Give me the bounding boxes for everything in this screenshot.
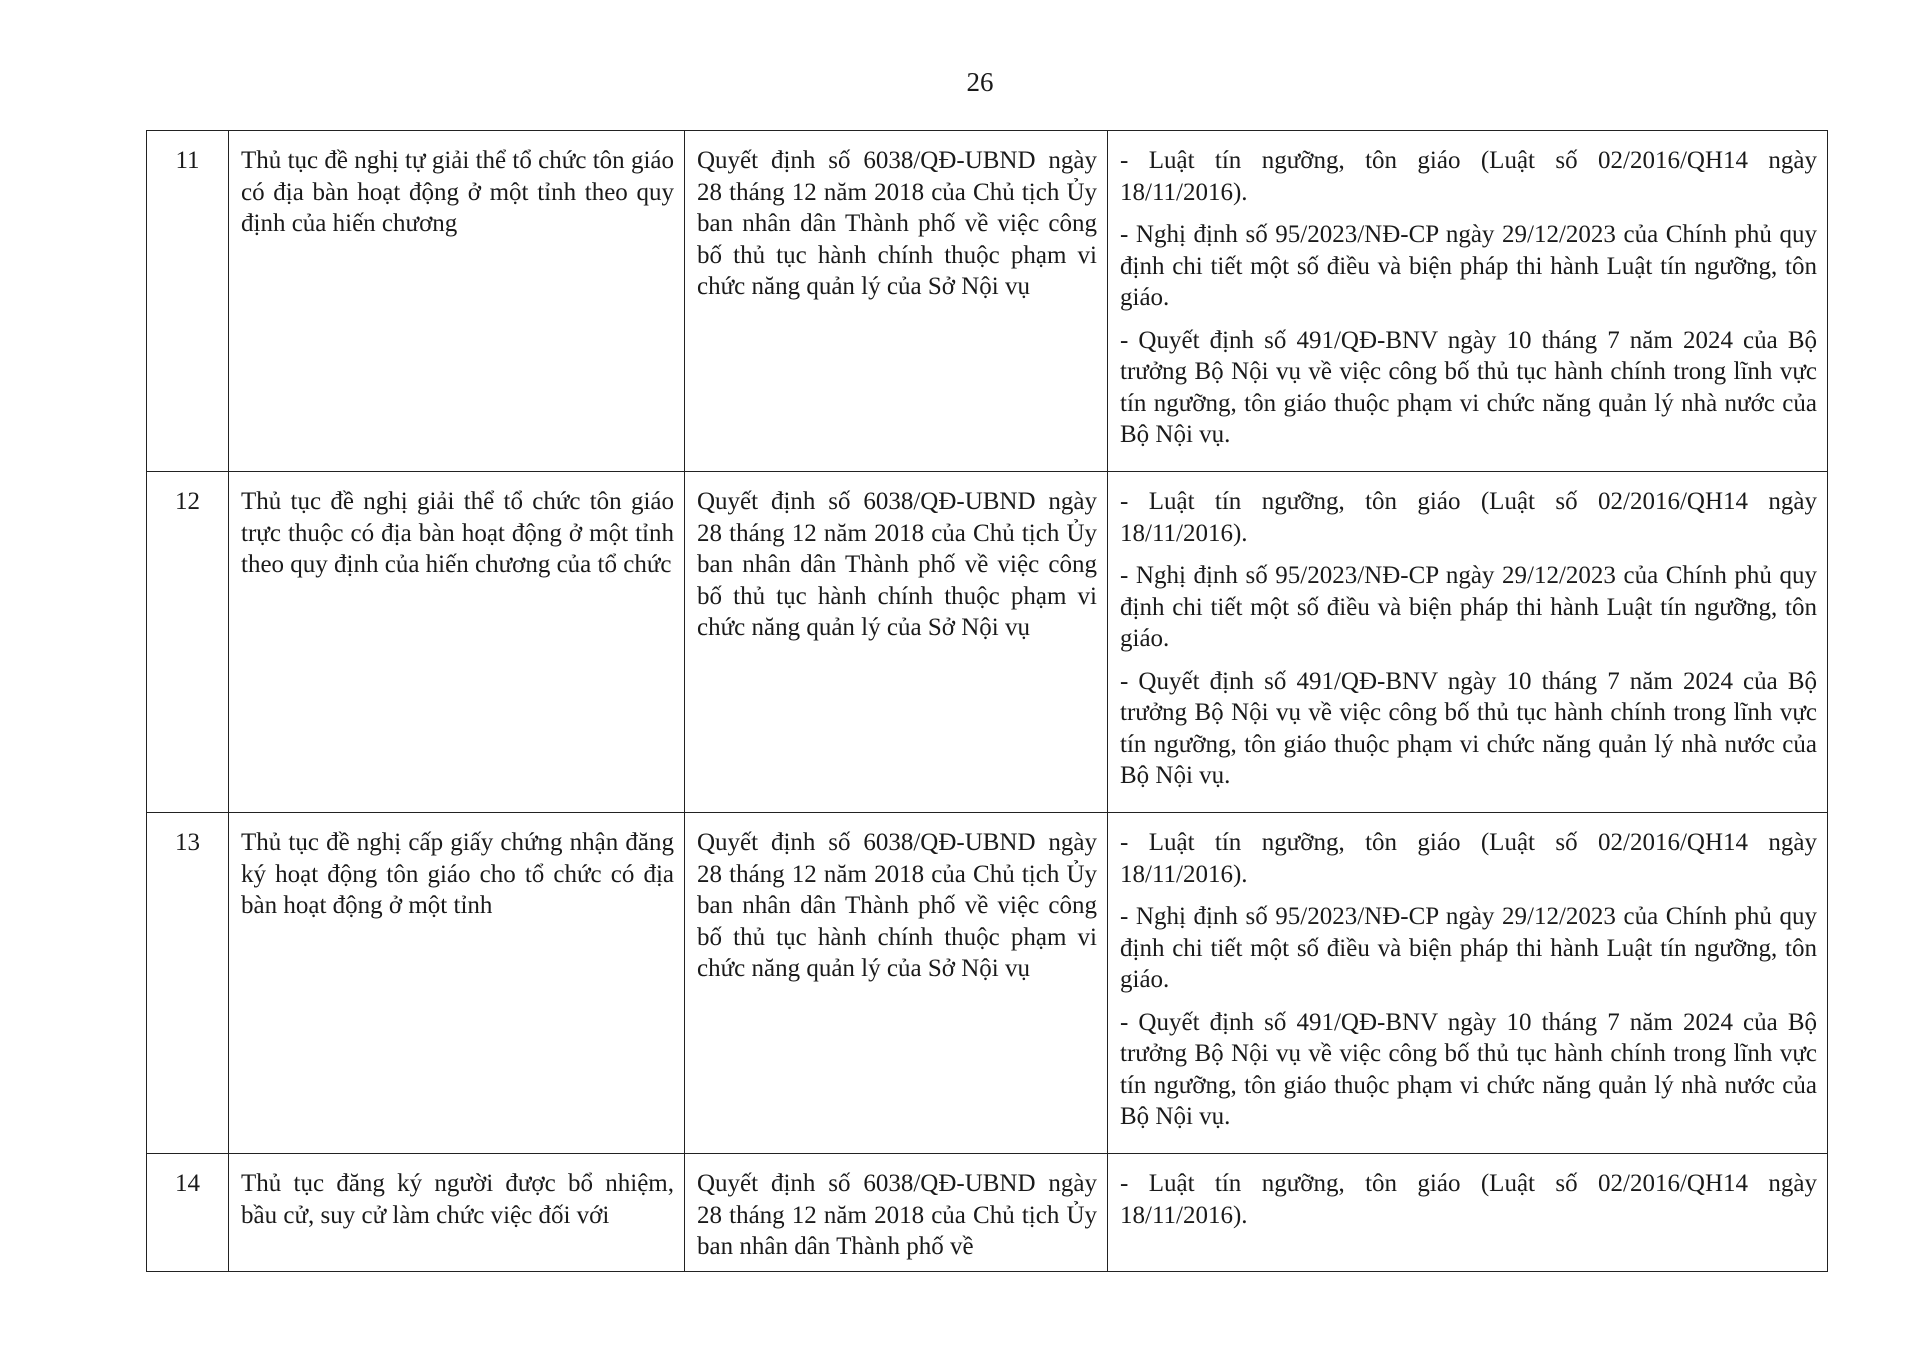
procedure-name	[229, 131, 685, 472]
legal-basis	[1108, 1154, 1828, 1272]
procedure-name	[229, 813, 685, 1154]
procedure-text: Thủ tục đề nghị giải thể tổ chức tôn giáo trực thuộc có địa bàn hoạt động ở một tỉnh theo quy định của hiến chương của tổ chức	[241, 488, 674, 578]
page-number: 26	[966, 67, 994, 97]
row-number: 11	[147, 131, 229, 472]
legal-item: - Luật tín ngưỡng, tôn giáo (Luật số 02/2016/QH14 ngày 18/11/2016).	[1120, 147, 1817, 206]
table-row	[147, 472, 1828, 813]
legal-item: - Nghị định số 95/2023/NĐ-CP ngày 29/12/2023 của Chính phủ quy định chi tiết một số điều và biện pháp thi hành Luật tín ngưỡng, tôn giáo.	[1120, 562, 1817, 652]
legal-basis	[1108, 131, 1828, 472]
row-number: 12	[147, 472, 229, 813]
legal-item: - Quyết định số 491/QĐ-BNV ngày 10 tháng 7 năm 2024 của Bộ trưởng Bộ Nội vụ về việc công bố thủ tục hành chính trong lĩnh vực tín ngưỡng, tôn giáo thuộc phạm vi chức năng quản lý nhà nước của Bộ Nội vụ.	[1120, 667, 1817, 789]
procedures-table	[146, 130, 1828, 1272]
legal-basis	[1108, 472, 1828, 813]
procedure-name	[229, 472, 685, 813]
legal-item: - Luật tín ngưỡng, tôn giáo (Luật số 02/2016/QH14 ngày 18/11/2016).	[1120, 1170, 1817, 1229]
decision-text: Quyết định số 6038/QĐ-UBND ngày 28 tháng 12 năm 2018 của Chủ tịch Ủy ban nhân dân Thành phố về	[697, 1170, 1097, 1260]
procedure-name	[229, 1154, 685, 1272]
table-row	[147, 1154, 1828, 1272]
decision-text: Quyết định số 6038/QĐ-UBND ngày 28 tháng 12 năm 2018 của Chủ tịch Ủy ban nhân dân Thành phố về việc công bố thủ tục hành chính thuộc phạm vi chức năng quản lý của Sở Nội vụ	[697, 829, 1097, 982]
legal-item: - Quyết định số 491/QĐ-BNV ngày 10 tháng 7 năm 2024 của Bộ trưởng Bộ Nội vụ về việc công bố thủ tục hành chính trong lĩnh vực tín ngưỡng, tôn giáo thuộc phạm vi chức năng quản lý nhà nước của Bộ Nội vụ.	[1120, 1008, 1817, 1130]
procedure-text: Thủ tục đề nghị cấp giấy chứng nhận đăng ký hoạt động tôn giáo cho tổ chức có địa bàn hoạt động ở một tỉnh	[241, 829, 674, 919]
decision-reference	[685, 813, 1108, 1154]
decision-reference	[685, 131, 1108, 472]
decision-text: Quyết định số 6038/QĐ-UBND ngày 28 tháng 12 năm 2018 của Chủ tịch Ủy ban nhân dân Thành phố về việc công bố thủ tục hành chính thuộc phạm vi chức năng quản lý của Sở Nội vụ	[697, 488, 1097, 641]
procedure-text: Thủ tục đề nghị tự giải thể tổ chức tôn giáo có địa bàn hoạt động ở một tỉnh theo quy định của hiến chương	[241, 147, 674, 237]
row-number: 14	[147, 1154, 229, 1272]
legal-item: - Luật tín ngưỡng, tôn giáo (Luật số 02/2016/QH14 ngày 18/11/2016).	[1120, 829, 1817, 888]
legal-basis	[1108, 813, 1828, 1154]
procedure-text: Thủ tục đăng ký người được bổ nhiệm, bầu cử, suy cử làm chức việc đối với	[241, 1170, 674, 1229]
legal-item: - Nghị định số 95/2023/NĐ-CP ngày 29/12/2023 của Chính phủ quy định chi tiết một số điều và biện pháp thi hành Luật tín ngưỡng, tôn giáo.	[1120, 221, 1817, 311]
legal-item: - Luật tín ngưỡng, tôn giáo (Luật số 02/2016/QH14 ngày 18/11/2016).	[1120, 488, 1817, 547]
table-row	[147, 131, 1828, 472]
decision-reference	[685, 1154, 1108, 1272]
decision-text: Quyết định số 6038/QĐ-UBND ngày 28 tháng 12 năm 2018 của Chủ tịch Ủy ban nhân dân Thành phố về việc công bố thủ tục hành chính thuộc phạm vi chức năng quản lý của Sở Nội vụ	[697, 147, 1097, 300]
row-number: 13	[147, 813, 229, 1154]
decision-reference	[685, 472, 1108, 813]
table-row	[147, 813, 1828, 1154]
legal-item: - Nghị định số 95/2023/NĐ-CP ngày 29/12/2023 của Chính phủ quy định chi tiết một số điều và biện pháp thi hành Luật tín ngưỡng, tôn giáo.	[1120, 903, 1817, 993]
legal-item: - Quyết định số 491/QĐ-BNV ngày 10 tháng 7 năm 2024 của Bộ trưởng Bộ Nội vụ về việc công bố thủ tục hành chính trong lĩnh vực tín ngưỡng, tôn giáo thuộc phạm vi chức năng quản lý nhà nước của Bộ Nội vụ.	[1120, 326, 1817, 448]
